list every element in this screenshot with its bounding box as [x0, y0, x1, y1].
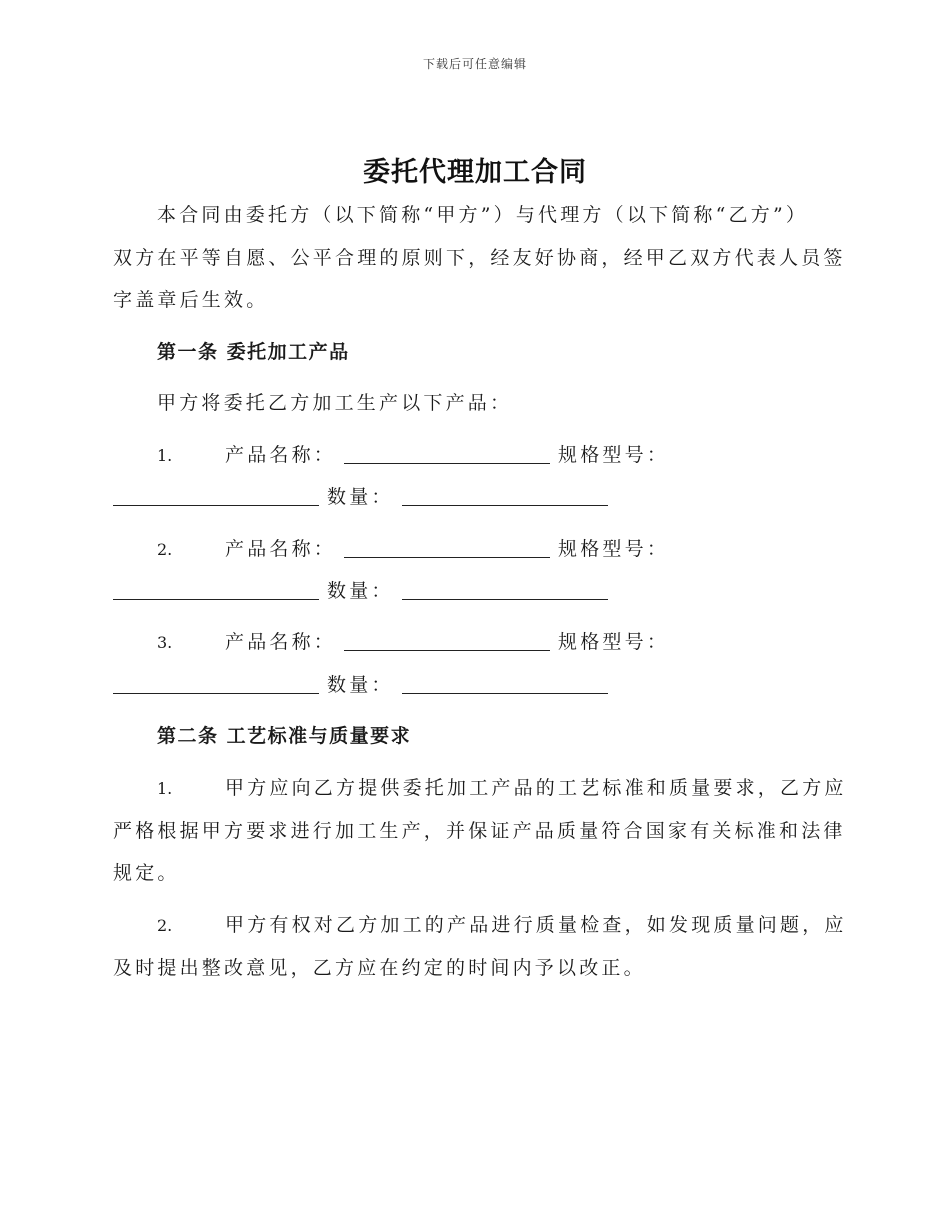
article-2-p2-line-1 — [157, 910, 847, 937]
paragraph-text: 甲方有权对乙方加工的产品进行质量检查，如发现质量问题，应 — [225, 914, 847, 936]
item-number: 3. — [157, 633, 173, 652]
document-title: 委托代理加工合同 — [363, 157, 587, 188]
intro-line-3: 字盖章后生效。 — [113, 289, 269, 311]
item-number: 2. — [157, 540, 173, 559]
product-name-blank[interactable] — [344, 632, 550, 651]
quantity-blank[interactable] — [402, 581, 608, 600]
quantity-blank[interactable] — [402, 487, 608, 506]
product-item-3-cont — [113, 670, 616, 697]
quantity-label: 数量： — [327, 674, 394, 696]
spec-blank[interactable] — [113, 581, 319, 600]
product-name-label: 产品名称： — [225, 444, 337, 466]
header-note: 下载后可任意编辑 — [422, 57, 527, 71]
product-item-1 — [157, 440, 669, 467]
paragraph-text: 甲方应向乙方提供委托加工产品的工艺标准和质量要求，乙方应 — [225, 777, 847, 799]
item-number: 1. — [157, 446, 173, 465]
intro-line-2: 双方在平等自愿、公平合理的原则下，经友好协商，经甲乙双方代表人员签 — [113, 247, 846, 269]
product-name-label: 产品名称： — [225, 538, 337, 560]
article-1-lead: 甲方将委托乙方加工生产以下产品： — [157, 392, 513, 414]
spec-label: 规格型号： — [558, 538, 670, 560]
product-name-blank[interactable] — [344, 445, 550, 464]
quantity-label: 数量： — [327, 486, 394, 508]
spec-blank[interactable] — [113, 487, 319, 506]
quantity-label: 数量： — [327, 580, 394, 602]
spec-blank[interactable] — [113, 675, 319, 694]
article-2-p1-line-3: 规定。 — [113, 862, 180, 884]
article-2-p1-line-1 — [157, 773, 847, 800]
spec-label: 规格型号： — [558, 444, 670, 466]
intro-line-1: 本合同由委托方（以下简称“甲方”）与代理方（以下简称“乙方”） — [157, 204, 809, 226]
product-name-blank[interactable] — [344, 539, 550, 558]
article-2-heading: 第二条 工艺标准与质量要求 — [157, 725, 412, 747]
spec-label: 规格型号： — [558, 631, 670, 653]
product-item-1-cont — [113, 482, 616, 509]
product-item-2 — [157, 534, 669, 561]
article-2-p2-line-2: 及时提出整改意见，乙方应在约定的时间内予以改正。 — [113, 957, 646, 979]
item-number: 2. — [157, 916, 173, 935]
article-1-heading: 第一条 委托加工产品 — [157, 341, 350, 363]
article-2-p1-line-2: 严格根据甲方要求进行加工生产，并保证产品质量符合国家有关标准和法律 — [113, 820, 846, 842]
product-item-3 — [157, 627, 669, 654]
item-number: 1. — [157, 779, 173, 798]
quantity-blank[interactable] — [402, 675, 608, 694]
product-item-2-cont — [113, 576, 616, 603]
product-name-label: 产品名称： — [225, 631, 337, 653]
